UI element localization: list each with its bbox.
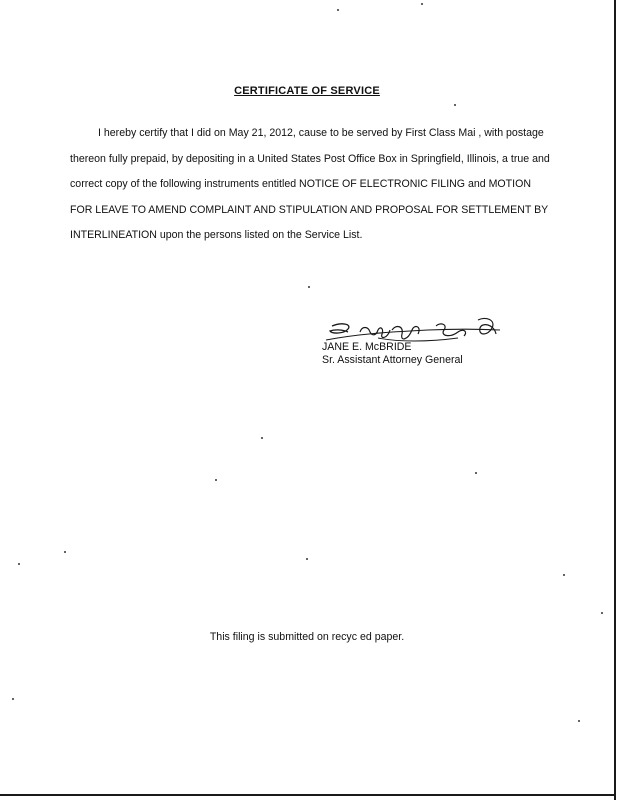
scan-border-bottom — [0, 794, 616, 796]
certificate-body: I hereby certify that I did on May 21, 2012, cause to be served by First Class Mai , with postage thereon fully prepaid, by depositing in a United States Post Office Box in Springfield, Illinois, a true and correct copy of the following instruments entitled NOTICE OF ELECTRONIC FILING and MOTION FOR LEAVE TO AMEND COMPLAINT AND STIPULATION AND PROPOSAL FOR SETTLEMENT BY INTERLINEATION upon the persons listed on the Service List. — [70, 127, 550, 241]
scan-speck — [337, 9, 339, 11]
scan-speck — [421, 3, 423, 5]
scan-speck — [215, 479, 217, 481]
signatory-name: JANE E. McBRIDE — [322, 341, 412, 353]
scan-speck — [475, 472, 477, 474]
scan-speck — [454, 104, 456, 106]
scan-speck — [64, 551, 66, 553]
scan-speck — [308, 286, 310, 288]
recycled-paper-note: This filing is submitted on recyc ed paper. — [209, 631, 405, 643]
scan-speck — [18, 563, 20, 565]
signatory-title: Sr. Assistant Attorney General — [322, 354, 463, 366]
document-title: CERTIFICATE OF SERVICE — [234, 85, 380, 97]
scan-speck — [12, 698, 14, 700]
scan-speck — [306, 558, 308, 560]
scan-speck — [578, 720, 580, 722]
scan-speck — [261, 437, 263, 439]
scan-speck — [563, 574, 565, 576]
scan-speck — [601, 612, 603, 614]
scan-border-right — [614, 0, 616, 800]
